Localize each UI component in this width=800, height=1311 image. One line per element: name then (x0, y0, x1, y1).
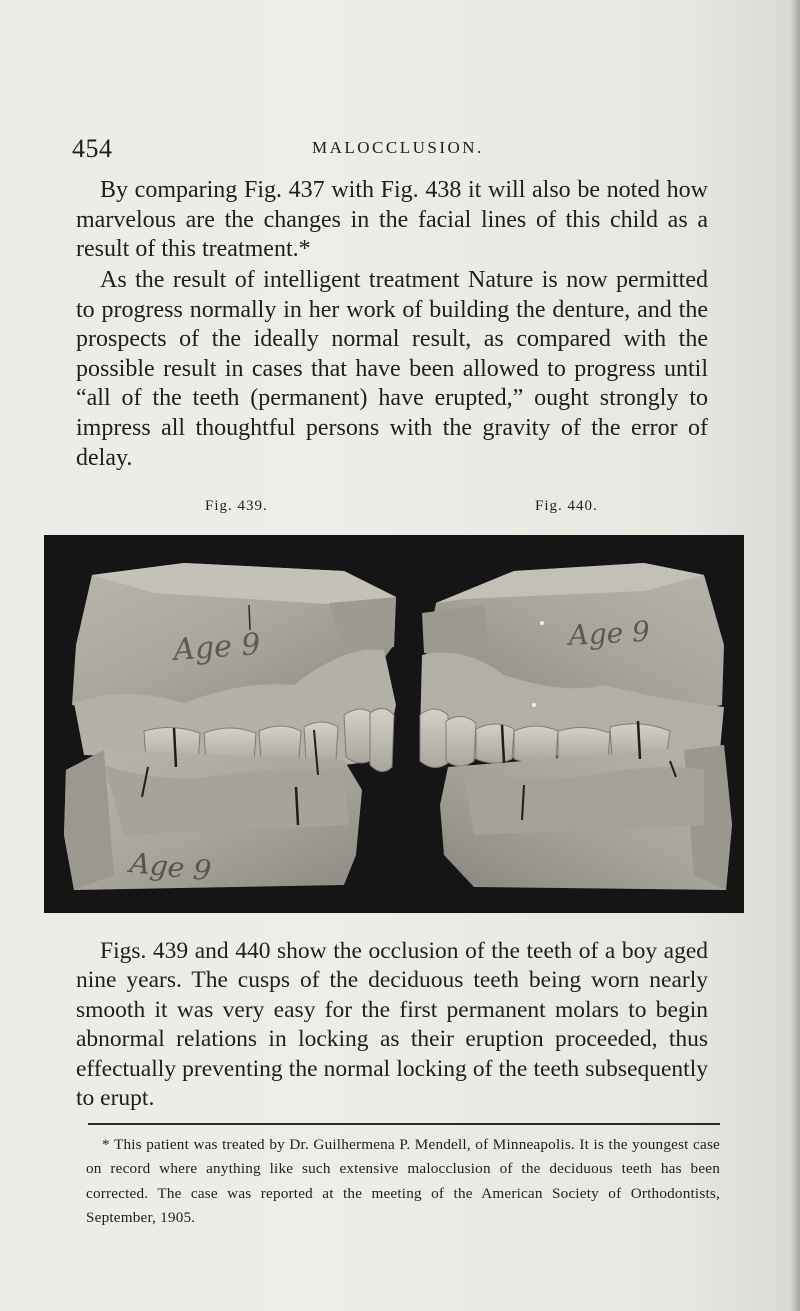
right-cast-upper-label: Age 9 (567, 614, 651, 652)
left-cast-upper-label: Age 9 (172, 626, 262, 668)
dental-casts-photograph (44, 535, 744, 913)
body-paragraph-3: Figs. 439 and 440 show the occlusion of the teeth of a boy aged nine years. The cusps of the deciduous teeth being worn nearly smooth it was very easy for the first permanent molars to begin abnormal relations in locking as their eruption proceeded, thus effectually preventing the normal locking of the teeth subsequently to erupt. (76, 938, 708, 1112)
body-paragraph-1 (76, 176, 708, 265)
right-dental-cast (420, 563, 732, 890)
page-header (72, 130, 712, 166)
page-edge-shadow (790, 0, 800, 1311)
body-paragraph-2 (76, 266, 708, 473)
running-title: MALOCCLUSION. (312, 138, 484, 157)
footnote-divider (88, 1123, 720, 1125)
paragraph-2-text: As the result of intelligent treatment Nature is now permitted to progress normally in her work of building the denture, and the prospects of the ideally normal result, as compared with the possible result in cases that have been allowed to progress until “all of the teeth (permanent) have erupted,” ought strongly to impress all thoughtful persons with the gravity of the error of delay. (76, 267, 708, 471)
left-dental-cast (64, 563, 396, 890)
left-cast-lower-label: Age 9 (128, 846, 213, 888)
page-number: 454 (72, 134, 113, 163)
paragraph-1-text: By comparing Fig. 437 with Fig. 438 it will also be noted how marvelous are the changes in the facial lines of this child as a result of this treatment.* (76, 177, 708, 263)
figure-439-label: Fig. 439. (205, 498, 268, 514)
footnote: * This patient was treated by Dr. Guilhermena P. Mendell, of Minneapolis. It is the youngest case on record where anything like such extensive malocclusion of the deciduous teeth has been corrected. The case was reported at the meeting of the American Society of Orthodontists, September, 1905. (86, 1136, 720, 1227)
figure-440-label: Fig. 440. (535, 498, 598, 514)
